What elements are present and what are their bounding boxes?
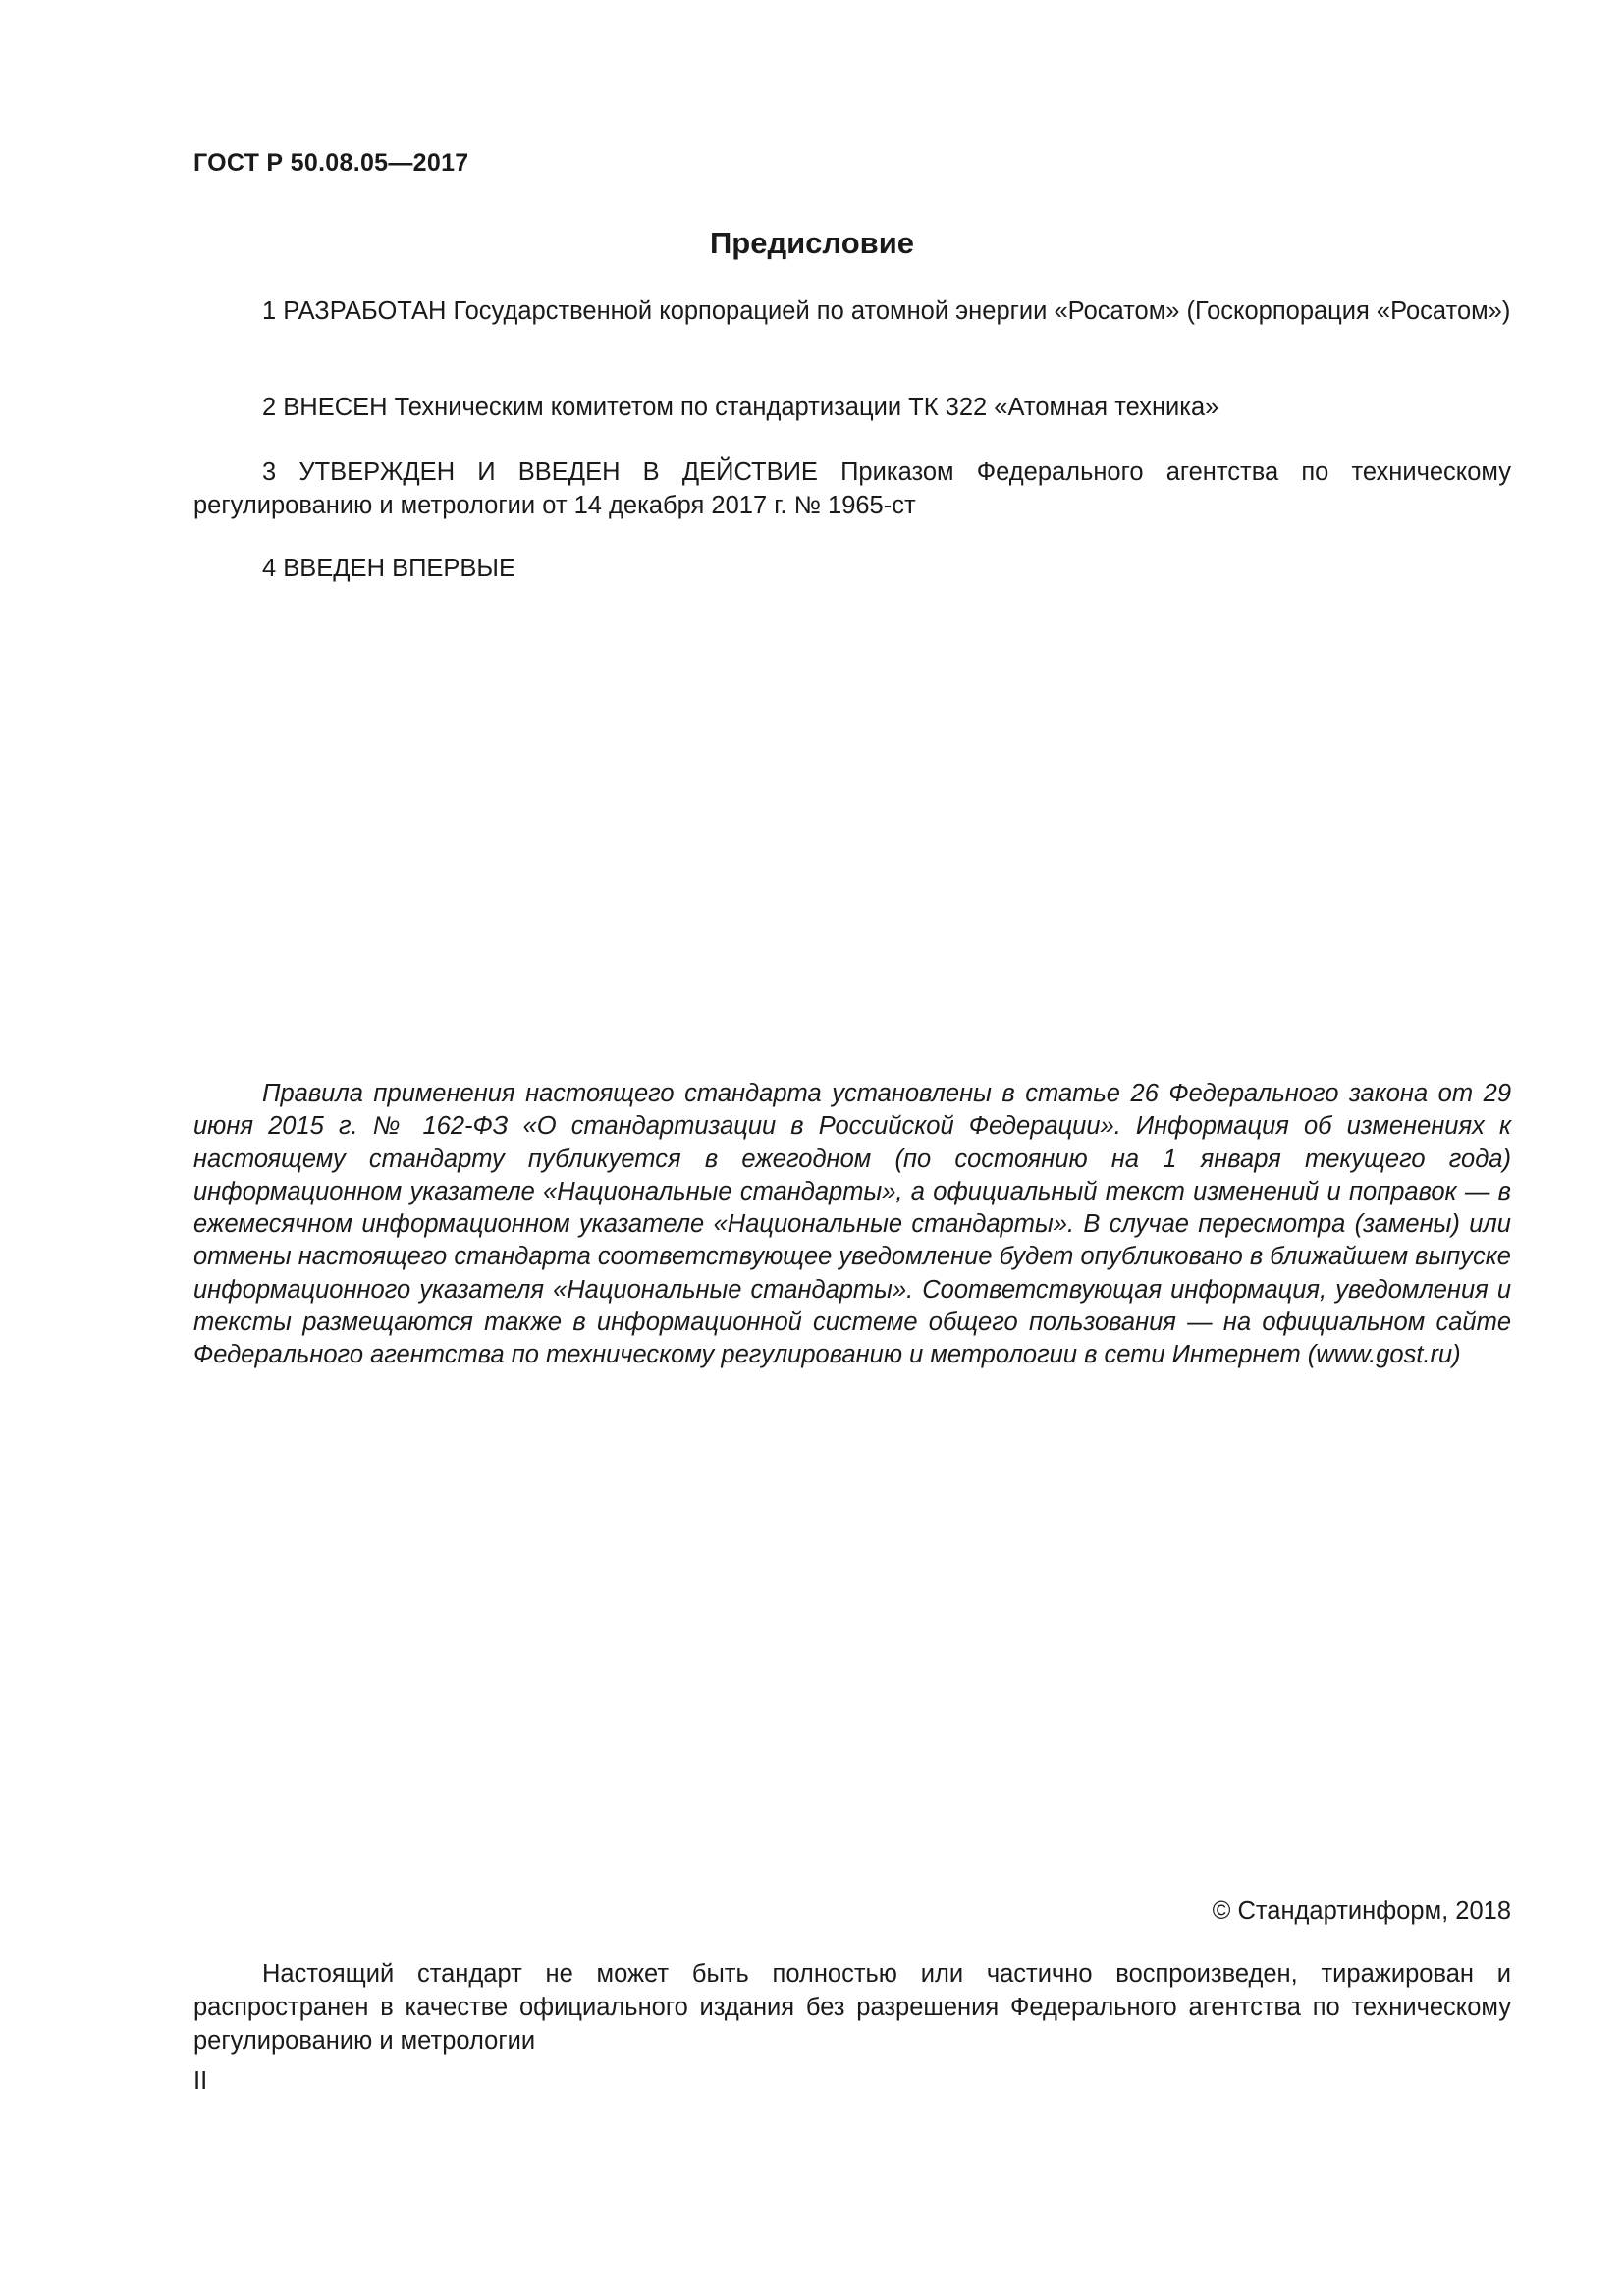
preface-title: Предисловие — [709, 226, 914, 260]
copyright-line: © Стандартинформ, 2018 — [1212, 1897, 1511, 1925]
preface-item-3: 3 УТВЕРЖДЕН И ВВЕДЕН В ДЕЙСТВИЕ Приказом Федерального агентства по техническому регулированию и метрологии от 14 декабря 2017 г. № 1965-ст — [193, 458, 1511, 519]
page-number: II — [193, 2067, 208, 2095]
preface-item-4: 4 ВВЕДЕН ВПЕРВЫЕ — [262, 555, 516, 582]
reproduction-notice: Настоящий стандарт не может быть полностью или частично воспроизведен, тиражирован и распространен в качестве официального издания без разрешения Федерального агентства по техническому регулированию и метрологии — [193, 1960, 1511, 2055]
document-code: ГОСТ Р 50.08.05—2017 — [193, 149, 469, 177]
preface-item-2: 2 ВНЕСЕН Техническим комитетом по стандартизации ТК 322 «Атомная техника» — [262, 394, 1219, 421]
preface-item-1: 1 РАЗРАБОТАН Государственной корпорацией по атомной энергии «Росатом» (Госкорпорация «Росатом») — [262, 297, 1511, 325]
application-rules-text: Правила применения настоящего стандарта установлены в статье 26 Федерального закона от 29 июня 2015 г. № 162-ФЗ «О стандартизации в Российской Федерации». Информация об изменениях к настоящему стандарту публикуется в ежегодном (по состоянию на 1 января текущего года) информационном указателе «Национальные стандарты», а официальный текст изменений и поправок — в ежемесячном информационном указателе «Национальные стандарты». В случае пересмотра (замены) или отмены настоящего стандарта соответствующее уведомление будет опубликовано в ближайшем выпуске информационного указателя «Национальные стандарты». Соответствующая информация, уведомления и тексты размещаются также в информационной системе общего пользования — на официальном сайте Федерального агентства по техническому регулированию и метрологии в сети Интернет (www.gost.ru) — [193, 1080, 1511, 1369]
